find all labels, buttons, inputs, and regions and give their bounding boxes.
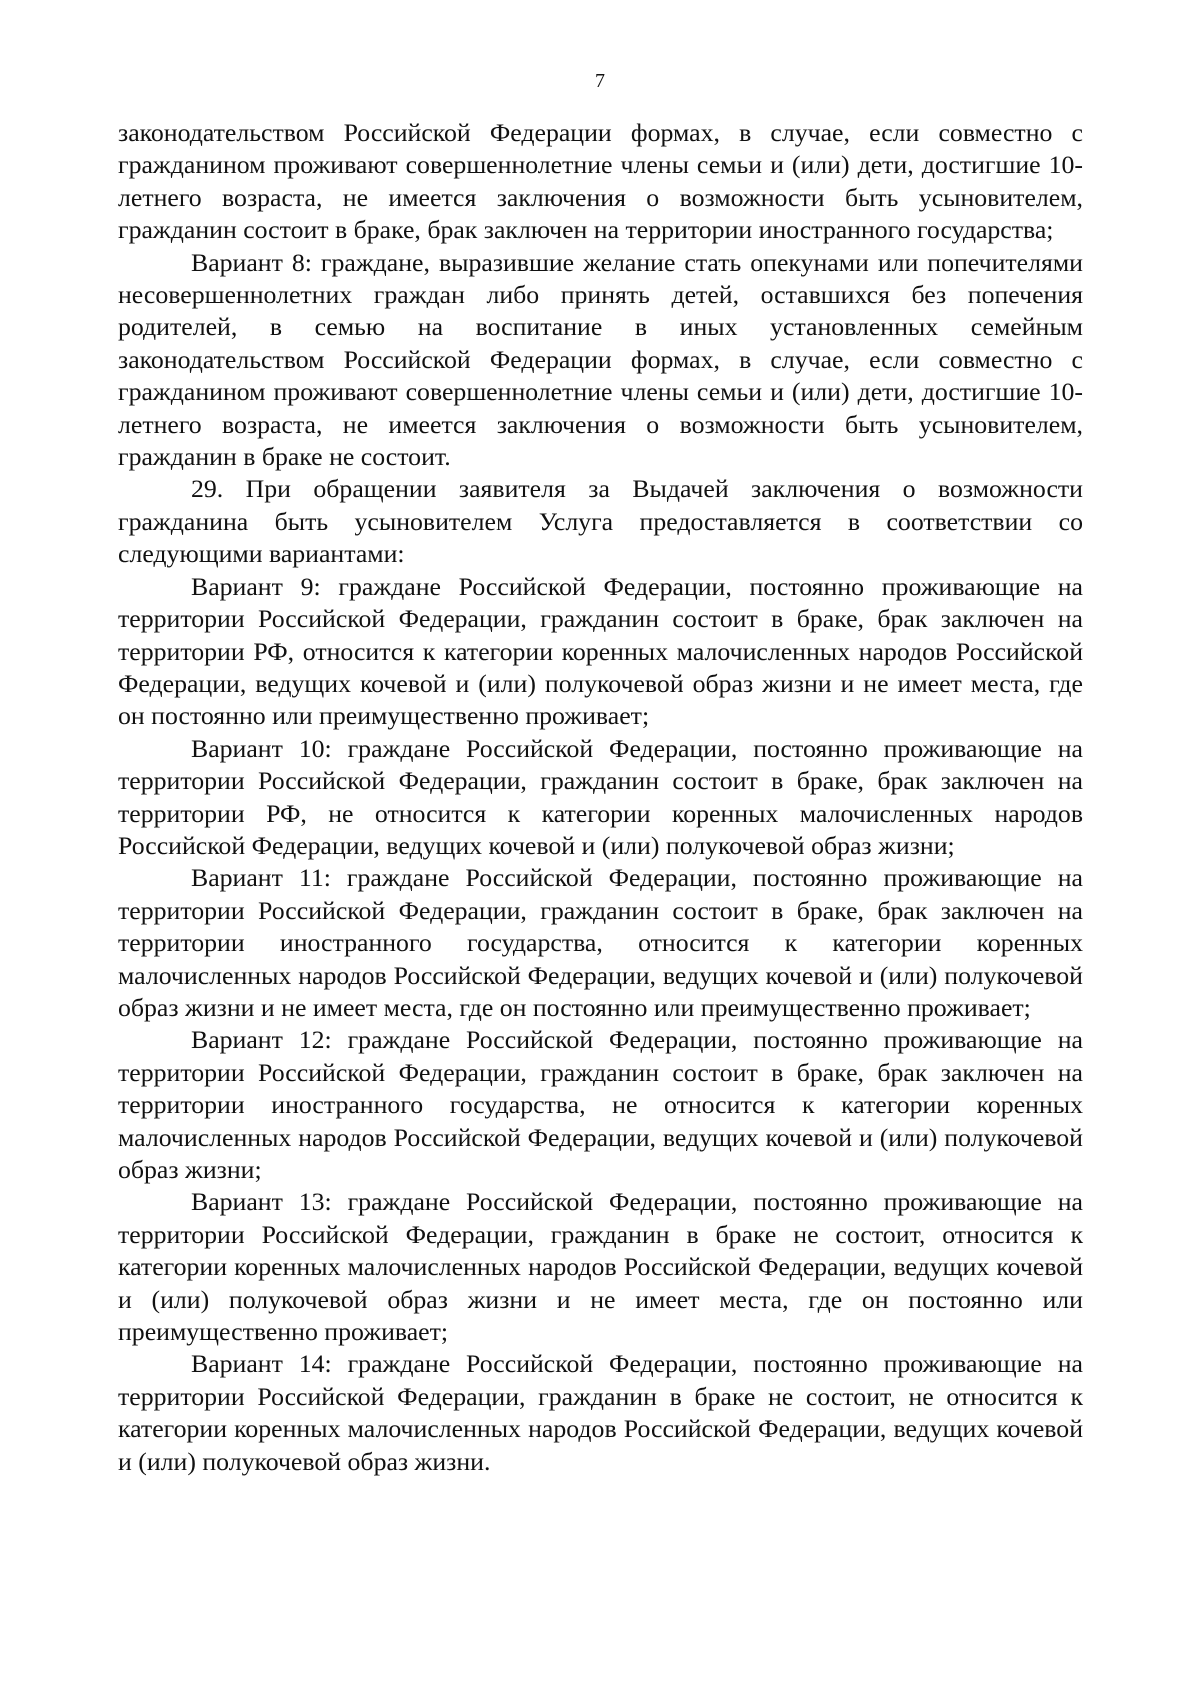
- paragraph: Вариант 10: граждане Российской Федерации, постоянно проживающие на территории Российской Федерации, гражданин состоит в браке, брак заключен на территории РФ, не относится к категории коренных малочисленных народов Российской Федерации, ведущих кочевой и (или) полукочевой образ жизни;: [118, 733, 1083, 860]
- paragraph: законодательством Российской Федерации формах, в случае, если совместно с гражданином проживают совершеннолетние члены семьи и (или) дети, достигшие 10-летнего возраста, не имеется заключения о возможности быть усыновителем, гражданин состоит в браке, брак заключен на территории иностранного государства;: [118, 118, 1083, 245]
- paragraph: Вариант 9: граждане Российской Федерации, постоянно проживающие на территории Российской Федерации, гражданин состоит в браке, брак заключен на территории РФ, относится к категории коренных малочисленных народов Российской Федерации, ведущих кочевой и (или) полукочевой образ жизни и не имеет места, где он постоянно или преимущественно проживает;: [118, 571, 1083, 731]
- paragraph: Вариант 11: граждане Российской Федерации, постоянно проживающие на территории Российской Федерации, гражданин состоит в браке, брак заключен на территории иностранного государства, относится к категории коренных малочисленных народов Российской Федерации, ведущих кочевой и (или) полукочевой образ жизни и не имеет места, где он постоянно или преимущественно проживает;: [118, 863, 1083, 1022]
- paragraph: Вариант 12: граждане Российской Федерации, постоянно проживающие на территории Российской Федерации, гражданин состоит в браке, брак заключен на территории иностранного государства, не относится к категории коренных малочисленных народов Российской Федерации, ведущих кочевой и (или) полукочевой образ жизни;: [118, 1025, 1083, 1184]
- paragraph: Вариант 14: граждане Российской Федерации, постоянно проживающие на территории Российской Федерации, гражданин в браке не состоит, не относится к категории коренных малочисленных народов Российской Федерации, ведущих кочевой и (или) полукочевой образ жизни.: [118, 1349, 1083, 1476]
- paragraph: Вариант 8: граждане, выразившие желание стать опекунами или попечителями несовершеннолетних граждан либо принять детей, оставшихся без попечения родителей, в семью на воспитание в иных установленных семейным законодательством Российской Федерации формах, в случае, если совместно с гражданином проживают совершеннолетние члены семьи и (или) дети, достигшие 10-летнего возраста, не имеется заключения о возможности быть усыновителем, гражданин в браке не состоит.: [118, 247, 1083, 472]
- page-number: 7: [595, 70, 605, 92]
- paragraph: 29. При обращении заявителя за Выдачей заключения о возможности гражданина быть усыновителем Услуга предоставляется в соответствии со следующими вариантами:: [118, 474, 1083, 569]
- document-body: [118, 117, 1083, 1478]
- paragraph: Вариант 13: граждане Российской Федерации, постоянно проживающие на территории Российской Федерации, гражданин в браке не состоит, относится к категории коренных малочисленных народов Российской Федерации, ведущих кочевой и (или) полукочевой образ жизни и не имеет места, где он постоянно или преимущественно проживает;: [118, 1187, 1083, 1347]
